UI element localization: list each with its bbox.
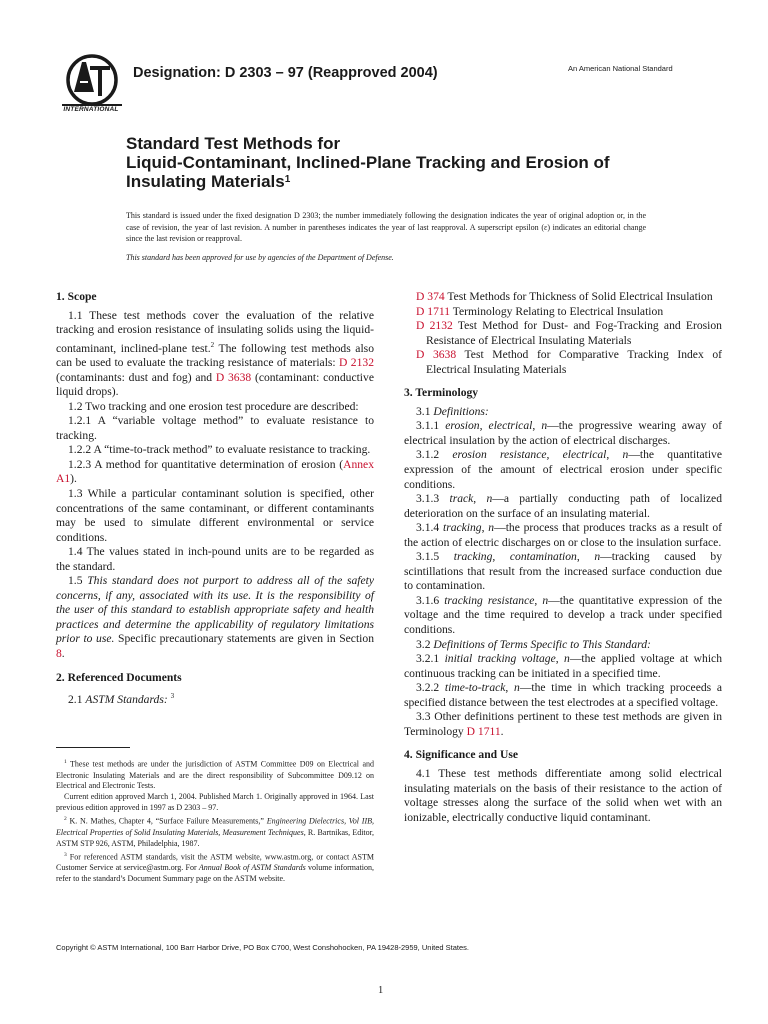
link-annex-a1[interactable]: Annex A1	[56, 457, 374, 486]
link-section-8[interactable]: 8	[56, 646, 62, 660]
para-3-1-2: 3.1.2 erosion resistance, electrical, n—the quantitative expression of the amount of electrical erosion under specific conditions.	[404, 448, 723, 491]
para-3-2-2: 3.2.2 time-to-track, n—the time in which tracking proceeds a specified distance between the test electrodes at a specified voltage.	[404, 681, 722, 709]
designation: Designation: D 2303 – 97 (Reapproved 2004)	[133, 65, 438, 81]
section-3-heading: 3. Terminology	[404, 386, 479, 400]
para-3-1-6: 3.1.6 tracking resistance, n—the quantitative expression of the voltage and the time required to develop a track under specified conditions.	[404, 593, 722, 637]
footnote-rule	[56, 747, 130, 748]
ref-d374: D 374 Test Methods for Thickness of Solid Electrical Insulation	[416, 290, 713, 303]
footnote-3: $^3$ For referenced ASTM standards, visit the ASTM website, www.astm.org, or contact ASTM Customer Service at service@astm.org. For Annual Book of ASTM Standards volume information, refer to the standard’s Document Summary page on the ASTM website.	[56, 851, 375, 884]
para-3-1-4: 3.1.4 tracking, n—the process that produces tracks as a result of the action of electric discharges on or close to the insulation surface.	[404, 521, 722, 549]
ref-d2132: D 2132 Test Method for Dust- and Fog-Tracking and Erosion Resistance of Electrical Insulating Materials	[416, 319, 722, 347]
ref-d3638: D 3638 Test Method for Comparative Tracking Index of Electrical Insulating Materials	[416, 348, 722, 376]
para-3-1-3: 3.1.3 track, n—a partially conducting path of localized deterioration on the surface of an insulating material.	[404, 492, 723, 520]
footnotes	[56, 757, 374, 885]
link-d3638-ref[interactable]: D 3638	[416, 348, 457, 362]
link-d1711-terminology[interactable]: D 1711	[466, 724, 501, 738]
footnote-2: $^2$ K. N. Mathes, Chapter 4, “Surface Failure Measurements,” Engineering Dielectrics, Vol IIB, Electrical Properties of Solid Insulating Materials, Measurement Techniques, R. Bartnikas, Editor, ASTM STP 926, ASTM, Philadelphia, 1987.	[56, 816, 374, 848]
right-column	[404, 290, 722, 825]
american-national-standard-label: An American National Standard	[568, 64, 673, 73]
footnote-1b: Current edition approved March 1, 2004. Published March 1. Originally approved in 1964. Last previous edition approved in 1997 as D 2303 – 97.	[56, 792, 374, 813]
page-number: 1	[378, 985, 384, 996]
footnote-ref-2[interactable]: 2	[210, 340, 215, 349]
left-column	[56, 290, 374, 707]
title-line-1: Standard Test Methods for	[126, 134, 341, 153]
para-1-1: 1.1 These test methods cover the evaluation of the relative tracking and erosion resistance of insulating solids using the liquid-contaminant, inclined-plane test.$^2$ The following test methods also can be used to evaluate the tracking resistance of materials: D 2132 (contaminants: dust and fog) and D 3638 (contaminant: conductive liquid drops).	[56, 308, 374, 399]
title-line-2: Liquid-Contaminant, Inclined-Plane Tracking and Erosion of	[126, 153, 610, 172]
dod-approval-note: This standard has been approved for use by agencies of the Department of Defense.	[126, 253, 394, 262]
para-2-1: 2.1 ASTM Standards: $^3$	[68, 692, 175, 706]
para-1-4: 1.4 The values stated in inch-pound units are to be regarded as the standard.	[56, 545, 374, 573]
document-title	[126, 134, 686, 191]
para-3-3: 3.3 Other definitions pertinent to these test methods are given in Terminology D 1711.	[404, 710, 722, 738]
copyright-notice: Copyright © ASTM International, 100 Barr Harbor Drive, PO Box C700, West Conshohocken, PA 19428-2959, United States.	[56, 943, 469, 952]
para-1-5: 1.5 This standard does not purport to address all of the safety concerns, if any, associated with its use. It is the responsibility of the user of this standard to establish appropriate safety and health practices and determine the applicability of regulatory limitations prior to use. Specific precautionary statements are given in Section 8.	[56, 574, 374, 660]
para-3-2: 3.2 Definitions of Terms Specific to This Standard:	[416, 637, 651, 651]
para-3-2-1: 3.2.1 initial tracking voltage, n—the applied voltage at which continuous tracking can be initiated in a specified time.	[404, 652, 722, 680]
para-1-3: 1.3 While a particular contaminant solution is specified, other concentrations of the same contaminant, or different contaminants may be used to simulate different environmental or service conditions.	[56, 486, 374, 544]
title-line-3	[126, 172, 686, 191]
para-1-2-2: 1.2.2 A “time-to-track method” to evaluate resistance to tracking.	[68, 443, 371, 457]
link-d1711[interactable]: D 1711	[416, 304, 451, 318]
section-2-heading: 2. Referenced Documents	[56, 670, 182, 684]
intro-paragraph: This standard is issued under the fixed designation D 2303; the number immediately following the designation indicates the year of original adoption or, in the case of revision, the year of last revision. A number in parentheses indicates the year of last reapproval. A superscript epsilon (ε) indicates an editorial change since the last revision or reapproval.	[126, 211, 646, 244]
footnote-1: $^1$ These test methods are under the jurisdiction of ASTM Committee D09 on Electrical and Electronic Insulating Materials and are the direct responsibility of Subcommittee D09.12 on Electrical and Electronic Tests.	[56, 759, 374, 791]
para-1-2: 1.2 Two tracking and one erosion test procedure are described:	[68, 399, 359, 413]
para-4-1: 4.1 These test methods differentiate among solid electrical insulating materials on the basis of their resistance to the action of voltage stresses along the surface of the solid when wet with an ionizable, electrically conductive liquid contaminant.	[404, 766, 722, 824]
link-d374[interactable]: D 374	[416, 290, 445, 303]
link-d3638[interactable]: D 3638	[215, 370, 252, 384]
title-line-3-text: Insulating Materials	[126, 172, 285, 191]
para-1-2-1: 1.2.1 A “variable voltage method” to evaluate resistance to tracking.	[56, 414, 374, 442]
link-d2132[interactable]: D 2132	[339, 356, 374, 370]
title-footnote-ref[interactable]: 1	[284, 174, 291, 185]
para-3-1: 3.1 Definitions:	[416, 404, 489, 418]
section-4-heading: 4. Significance and Use	[404, 748, 519, 762]
para-3-1-1: 3.1.1 erosion, electrical, n—the progressive wearing away of electrical insulation by the action of electrical discharges.	[404, 419, 722, 447]
section-1-heading: 1. Scope	[56, 290, 97, 303]
para-3-1-5: 3.1.5 tracking, contamination, n—tracking caused by scintillations that result from the increased surface conduction due to contamination.	[404, 550, 723, 593]
footnote-ref-3[interactable]: 3	[170, 692, 175, 701]
para-1-2-3: 1.2.3 A method for quantitative determination of erosion (Annex A1).	[56, 457, 374, 486]
link-d2132-ref[interactable]: D 2132	[416, 319, 453, 333]
ref-d1711: D 1711 Terminology Relating to Electrical Insulation	[416, 304, 664, 318]
logo-international-label: INTERNATIONAL	[63, 106, 119, 113]
